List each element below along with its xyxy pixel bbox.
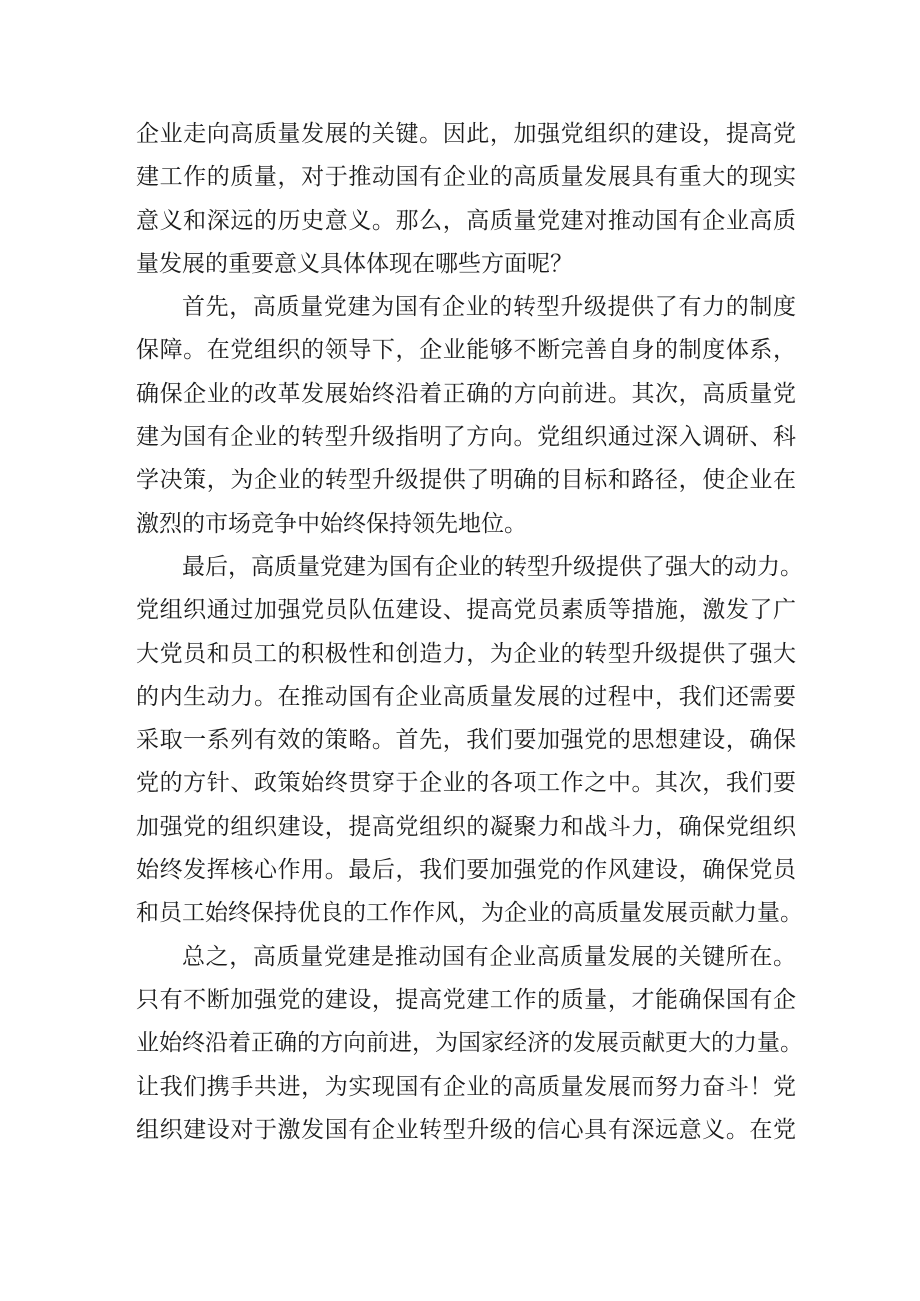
text-line: 党的方针、政策始终贯穿于企业的各项工作之中。其次，我们要 (136, 770, 796, 797)
text-line: 最后，高质量党建为国有企业的转型升级提供了强大的动力。 (182, 553, 803, 580)
text-line: 激烈的市场竞争中始终保持领先地位。 (136, 510, 527, 537)
text-line: 党组织通过加强党员队伍建设、提高党员素质等措施，激发了广 (136, 597, 796, 624)
text-line: 总之，高质量党建是推动国有企业高质量发展的关键所在。 (182, 943, 796, 970)
text-line: 始终发挥核心作用。最后，我们要加强党的作风建设，确保党员 (136, 857, 796, 884)
text-line: 采取一系列有效的策略。首先，我们要加强党的思想建设，确保 (136, 727, 796, 754)
text-line: 量发展的重要意义具体体现在哪些方面呢？ (136, 250, 573, 277)
text-line: 让我们携手共进，为实现国有企业的高质量发展而努力奋斗！党 (136, 1073, 796, 1100)
text-line: 保障。在党组织的领导下，企业能够不断完善自身的制度体系， (136, 337, 796, 364)
body-text (136, 113, 803, 1152)
text-line: 企业走向高质量发展的关键。因此，加强党组织的建设，提高党 (136, 121, 796, 147)
text-line: 组织建设对于激发国有企业转型升级的信心具有深远意义。在党 (136, 1116, 796, 1143)
text-line: 建工作的质量，对于推动国有企业的高质量发展具有重大的现实 (136, 164, 796, 191)
text-line: 的内生动力。在推动国有企业高质量发展的过程中，我们还需要 (136, 683, 796, 710)
text-line: 学决策，为企业的转型升级提供了明确的目标和路径，使企业在 (136, 467, 796, 494)
text-line: 加强党的组织建设，提高党组织的凝聚力和战斗力，确保党组织 (136, 813, 796, 840)
text-line: 首先，高质量党建为国有企业的转型升级提供了有力的制度 (182, 294, 796, 321)
text-line: 只有不断加强党的建设，提高党建工作的质量，才能确保国有企 (136, 986, 796, 1013)
text-line: 和员工始终保持优良的工作作风，为企业的高质量发展贡献力量。 (136, 900, 803, 927)
text-line: 业始终沿着正确的方向前进，为国家经济的发展贡献更大的力量。 (136, 1030, 803, 1057)
text-line: 建为国有企业的转型升级指明了方向。党组织通过深入调研、科 (136, 424, 796, 451)
text-line: 意义和深远的历史意义。那么，高质量党建对推动国有企业高质 (136, 207, 796, 234)
text-line: 大党员和员工的积极性和创造力，为企业的转型升级提供了强大 (136, 640, 796, 667)
text-line: 确保企业的改革发展始终沿着正确的方向前进。其次，高质量党 (136, 380, 796, 407)
